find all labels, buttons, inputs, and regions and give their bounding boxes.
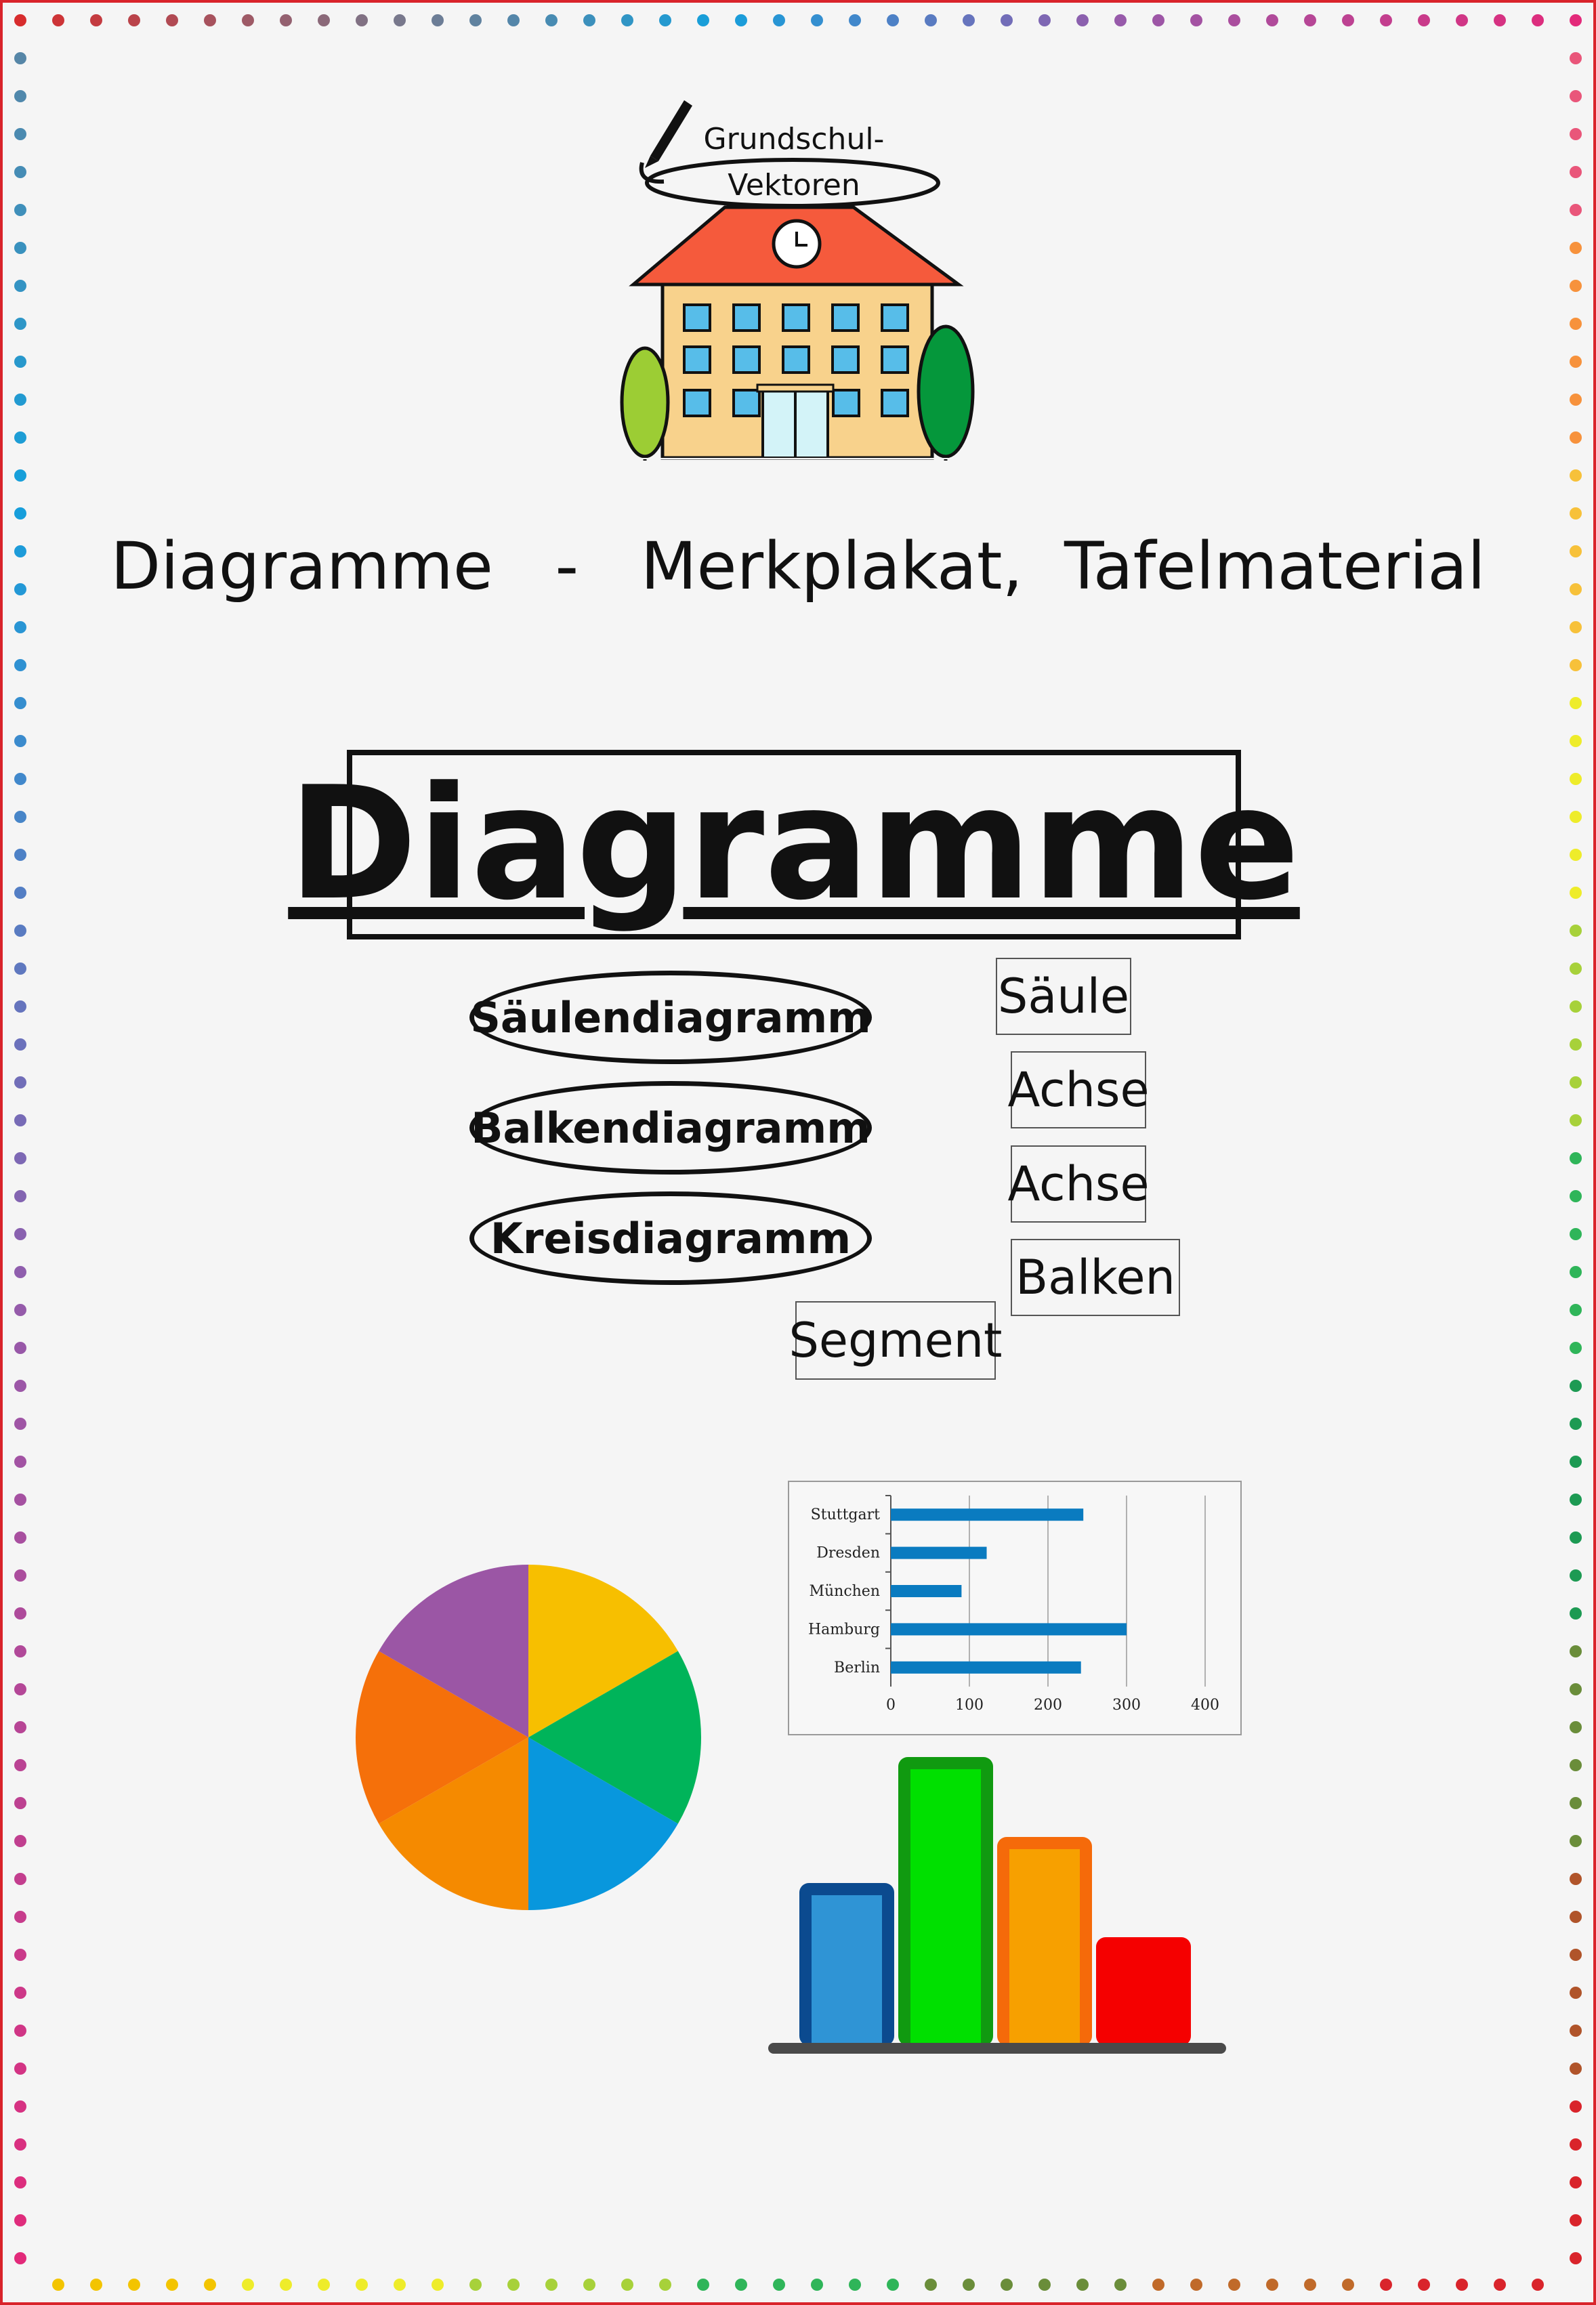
border-dot [1570, 2063, 1582, 2075]
border-dot [14, 1987, 26, 1999]
border-dot [1570, 1190, 1582, 1202]
border-dot [14, 887, 26, 899]
label-card-segment: Segment [795, 1301, 996, 1380]
border-dot [14, 1607, 26, 1620]
border-dot [14, 697, 26, 709]
border-dot [52, 2279, 64, 2291]
border-dot [14, 773, 26, 785]
border-dot [1570, 1759, 1582, 1771]
border-dot [925, 14, 937, 26]
border-dot [1570, 1456, 1582, 1468]
border-dot [1266, 2279, 1278, 2291]
border-dot [14, 204, 26, 216]
border-dot [14, 1228, 26, 1240]
border-dot [1266, 14, 1278, 26]
border-dot [1114, 2279, 1127, 2291]
border-dot [1570, 1114, 1582, 1126]
border-dot [14, 925, 26, 937]
border-dot [1228, 14, 1240, 26]
border-dot [659, 14, 671, 26]
border-dot [14, 1190, 26, 1202]
border-dot [14, 318, 26, 330]
border-dot [14, 2025, 26, 2037]
border-dot [1190, 2279, 1202, 2291]
school-window [734, 390, 759, 416]
border-dot [1418, 14, 1430, 26]
page-subtitle: Diagramme - Merkplakat, Tafelmaterial [110, 528, 1486, 604]
border-dot [1038, 14, 1051, 26]
school-window [684, 347, 710, 373]
bar-chart [788, 1481, 1242, 1735]
border-dot [545, 2279, 558, 2291]
border-dot [14, 128, 26, 140]
border-dot [14, 280, 26, 292]
border-dot [14, 90, 26, 102]
border-dot [14, 811, 26, 823]
border-dot [128, 14, 140, 26]
border-dot [432, 14, 444, 26]
x-tick-label: 300 [1112, 1697, 1141, 1714]
border-dot [963, 2279, 975, 2291]
y-category-label: Hamburg [807, 1621, 880, 1638]
border-dot [1570, 2138, 1582, 2151]
border-dot [1570, 887, 1582, 899]
fountain-pen-icon [645, 100, 692, 168]
border-dot [1570, 1873, 1582, 1885]
school-window [684, 305, 710, 331]
tree-left [622, 348, 668, 461]
border-dot [166, 2279, 178, 2291]
border-dot [14, 2176, 26, 2188]
border-dot [1570, 431, 1582, 444]
border-dot [1304, 14, 1316, 26]
border-dot [1570, 1835, 1582, 1847]
border-dot [1001, 2279, 1013, 2291]
border-dot [1494, 14, 1506, 26]
border-dot [1570, 204, 1582, 216]
school-window [833, 390, 859, 416]
border-dot [14, 1721, 26, 1733]
border-dot [432, 2279, 444, 2291]
border-dot [14, 1759, 26, 1771]
border-dot [697, 2279, 709, 2291]
border-dot [773, 14, 785, 26]
x-tick-label: 400 [1191, 1697, 1219, 1714]
border-dot [14, 1000, 26, 1013]
border-dot [14, 1494, 26, 1506]
border-dot [1570, 1987, 1582, 1999]
border-dot [280, 2279, 292, 2291]
border-dot [14, 1911, 26, 1923]
column-baseline [768, 2043, 1226, 2054]
border-dot [14, 1152, 26, 1164]
border-dot [1570, 1380, 1582, 1392]
school-logo [610, 81, 989, 474]
border-dot [242, 14, 254, 26]
border-dot [1570, 1721, 1582, 1733]
border-dot [14, 2214, 26, 2226]
border-dot [735, 2279, 747, 2291]
border-dot [14, 431, 26, 444]
border-dot [1570, 280, 1582, 292]
y-category-label: Stuttgart [810, 1506, 880, 1524]
border-dot [242, 2279, 254, 2291]
border-dot [1570, 52, 1582, 64]
border-dot [1456, 2279, 1468, 2291]
border-dot [1570, 394, 1582, 406]
border-dot [1570, 1683, 1582, 1695]
border-dot [1570, 1494, 1582, 1506]
border-dot [659, 2279, 671, 2291]
border-dot [204, 14, 216, 26]
border-dot [469, 14, 482, 26]
school-window [734, 347, 759, 373]
border-dot [1228, 2279, 1240, 2291]
bar-4 [891, 1662, 1081, 1674]
border-dot [14, 1949, 26, 1961]
border-dot [14, 1418, 26, 1430]
y-category-label: Berlin [834, 1659, 880, 1676]
border-dot [583, 14, 595, 26]
border-dot [14, 2252, 26, 2264]
pill-balkendiagramm: Balkendiagramm [469, 1081, 872, 1175]
x-tick-label: 100 [955, 1697, 984, 1714]
border-dot [1570, 318, 1582, 330]
border-dot [1076, 14, 1089, 26]
bar-3 [891, 1623, 1127, 1635]
tree-right [919, 326, 973, 461]
border-dot [14, 1569, 26, 1582]
border-dot [621, 14, 633, 26]
border-dot [1570, 2176, 1582, 2188]
border-dot [963, 14, 975, 26]
border-dot [394, 2279, 406, 2291]
border-dot [1304, 2279, 1316, 2291]
border-dot [1570, 963, 1582, 975]
border-dot [14, 2063, 26, 2075]
border-dot [583, 2279, 595, 2291]
border-dot [14, 394, 26, 406]
border-dot [14, 963, 26, 975]
border-dot [356, 2279, 368, 2291]
border-dot [14, 469, 26, 482]
border-dot [14, 1380, 26, 1392]
border-dot [356, 14, 368, 26]
border-dot [1570, 1266, 1582, 1278]
border-dot [14, 242, 26, 254]
title-box [288, 750, 1300, 939]
border-dot [1570, 356, 1582, 368]
school-window [882, 390, 908, 416]
border-dot [14, 1342, 26, 1354]
label-card-balken: Balken [1011, 1239, 1180, 1316]
border-dot [14, 1038, 26, 1051]
border-dot [166, 14, 178, 26]
border-dot [849, 14, 861, 26]
y-category-label: Dresden [816, 1544, 880, 1562]
label-card-saeule: Säule [996, 958, 1131, 1035]
border-dot [280, 14, 292, 26]
border-dot [1532, 14, 1544, 26]
border-dot [1038, 2279, 1051, 2291]
pill-saeulendiagramm: Säulendiagramm [469, 971, 872, 1064]
border-dot [1570, 621, 1582, 633]
border-dot [1570, 1152, 1582, 1164]
border-dot [1380, 2279, 1392, 2291]
border-dot [14, 1266, 26, 1278]
border-dot [1570, 1645, 1582, 1657]
border-dot [1570, 1531, 1582, 1544]
border-dot [1152, 2279, 1164, 2291]
column-inner-3 [1108, 1949, 1179, 2046]
bar-1 [891, 1547, 987, 1559]
border-dot [545, 14, 558, 26]
x-tick-label: 200 [1034, 1697, 1062, 1714]
border-dot [1570, 773, 1582, 785]
border-dot [1418, 2279, 1430, 2291]
border-dot [1190, 14, 1202, 26]
border-dot [1570, 2252, 1582, 2264]
border-dot [1570, 90, 1582, 102]
border-dot [1456, 14, 1468, 26]
border-dot [1570, 1342, 1582, 1354]
border-dot [925, 2279, 937, 2291]
bar-2 [891, 1585, 961, 1597]
border-dot [1570, 1911, 1582, 1923]
border-dot [507, 14, 520, 26]
border-dot [1570, 1304, 1582, 1316]
label-card-achse-1: Achse [1011, 1051, 1146, 1128]
border-dot [697, 14, 709, 26]
border-dot [14, 1304, 26, 1316]
border-dot [1570, 735, 1582, 747]
border-dot [14, 621, 26, 633]
border-dot [90, 14, 102, 26]
border-dot [1570, 2100, 1582, 2113]
border-dot [1570, 507, 1582, 520]
border-dot [1570, 166, 1582, 178]
border-dot [887, 2279, 899, 2291]
border-dot [1570, 1038, 1582, 1051]
border-dot [1570, 2025, 1582, 2037]
border-dot [773, 2279, 785, 2291]
border-dot [128, 2279, 140, 2291]
border-dot [318, 14, 330, 26]
border-dot [14, 14, 26, 26]
border-dot [1570, 925, 1582, 937]
border-dot [1570, 1000, 1582, 1013]
border-dot [1570, 1228, 1582, 1240]
border-dot [1380, 14, 1392, 26]
border-dot [1342, 14, 1354, 26]
school-window [783, 305, 809, 331]
logo-text-line2: Vektoren [728, 168, 860, 203]
column-chart-illustration [765, 1748, 1233, 2059]
school-window [783, 347, 809, 373]
border-dot [811, 2279, 823, 2291]
border-dot [1494, 2279, 1506, 2291]
page-title: Diagramme [288, 754, 1300, 935]
border-dot [14, 1114, 26, 1126]
column-inner-0 [812, 1895, 882, 2046]
school-window [684, 390, 710, 416]
border-dot [1570, 659, 1582, 671]
border-dot [887, 14, 899, 26]
border-dot [14, 1683, 26, 1695]
school-window [833, 305, 858, 331]
border-dot [469, 2279, 482, 2291]
pie-chart-illustration [352, 1558, 705, 1917]
border-dot [14, 735, 26, 747]
border-dot [14, 2100, 26, 2113]
border-dot [204, 2279, 216, 2291]
border-dot [1570, 469, 1582, 482]
border-dot [1570, 14, 1582, 26]
border-dot [14, 2138, 26, 2151]
border-dot [14, 1797, 26, 1809]
border-dot [14, 1076, 26, 1088]
border-dot [14, 356, 26, 368]
border-dot [1570, 128, 1582, 140]
border-dot [1570, 697, 1582, 709]
x-tick-label: 0 [886, 1697, 896, 1714]
logo-text-line1: Grundschul- [703, 122, 885, 156]
school-window [734, 305, 759, 331]
border-dot [14, 507, 26, 520]
border-dot [14, 52, 26, 64]
border-dot [318, 2279, 330, 2291]
border-dot [14, 1531, 26, 1544]
school-window [882, 347, 908, 373]
label-card-achse-2: Achse [1011, 1145, 1146, 1223]
y-category-label: München [809, 1583, 880, 1600]
border-dot [1570, 1949, 1582, 1961]
border-dot [1570, 1797, 1582, 1809]
border-dot [1570, 1418, 1582, 1430]
border-dot [1570, 811, 1582, 823]
border-dot [621, 2279, 633, 2291]
border-dot [735, 14, 747, 26]
border-dot [1570, 1076, 1582, 1088]
school-window [833, 347, 858, 373]
column-inner-1 [910, 1769, 981, 2046]
border-dot [849, 2279, 861, 2291]
border-dot [1532, 2279, 1544, 2291]
border-dot [52, 14, 64, 26]
column-inner-2 [1009, 1849, 1080, 2046]
border-dot [90, 2279, 102, 2291]
border-dot [14, 849, 26, 861]
border-dot [14, 1456, 26, 1468]
border-dot [811, 14, 823, 26]
border-dot [1114, 14, 1127, 26]
border-dot [1342, 2279, 1354, 2291]
bar-0 [891, 1508, 1083, 1521]
border-dot [507, 2279, 520, 2291]
border-dot [14, 1835, 26, 1847]
school-window [882, 305, 908, 331]
border-dot [1570, 1607, 1582, 1620]
border-dot [14, 1645, 26, 1657]
border-dot [1570, 2214, 1582, 2226]
border-dot [394, 14, 406, 26]
border-dot [1152, 14, 1164, 26]
border-dot [14, 1873, 26, 1885]
border-dot [1001, 14, 1013, 26]
border-dot [14, 659, 26, 671]
border-dot [1570, 849, 1582, 861]
border-dot [14, 166, 26, 178]
border-dot [1076, 2279, 1089, 2291]
border-dot [1570, 242, 1582, 254]
pill-kreisdiagramm: Kreisdiagramm [469, 1191, 872, 1285]
border-dot [1570, 1569, 1582, 1582]
